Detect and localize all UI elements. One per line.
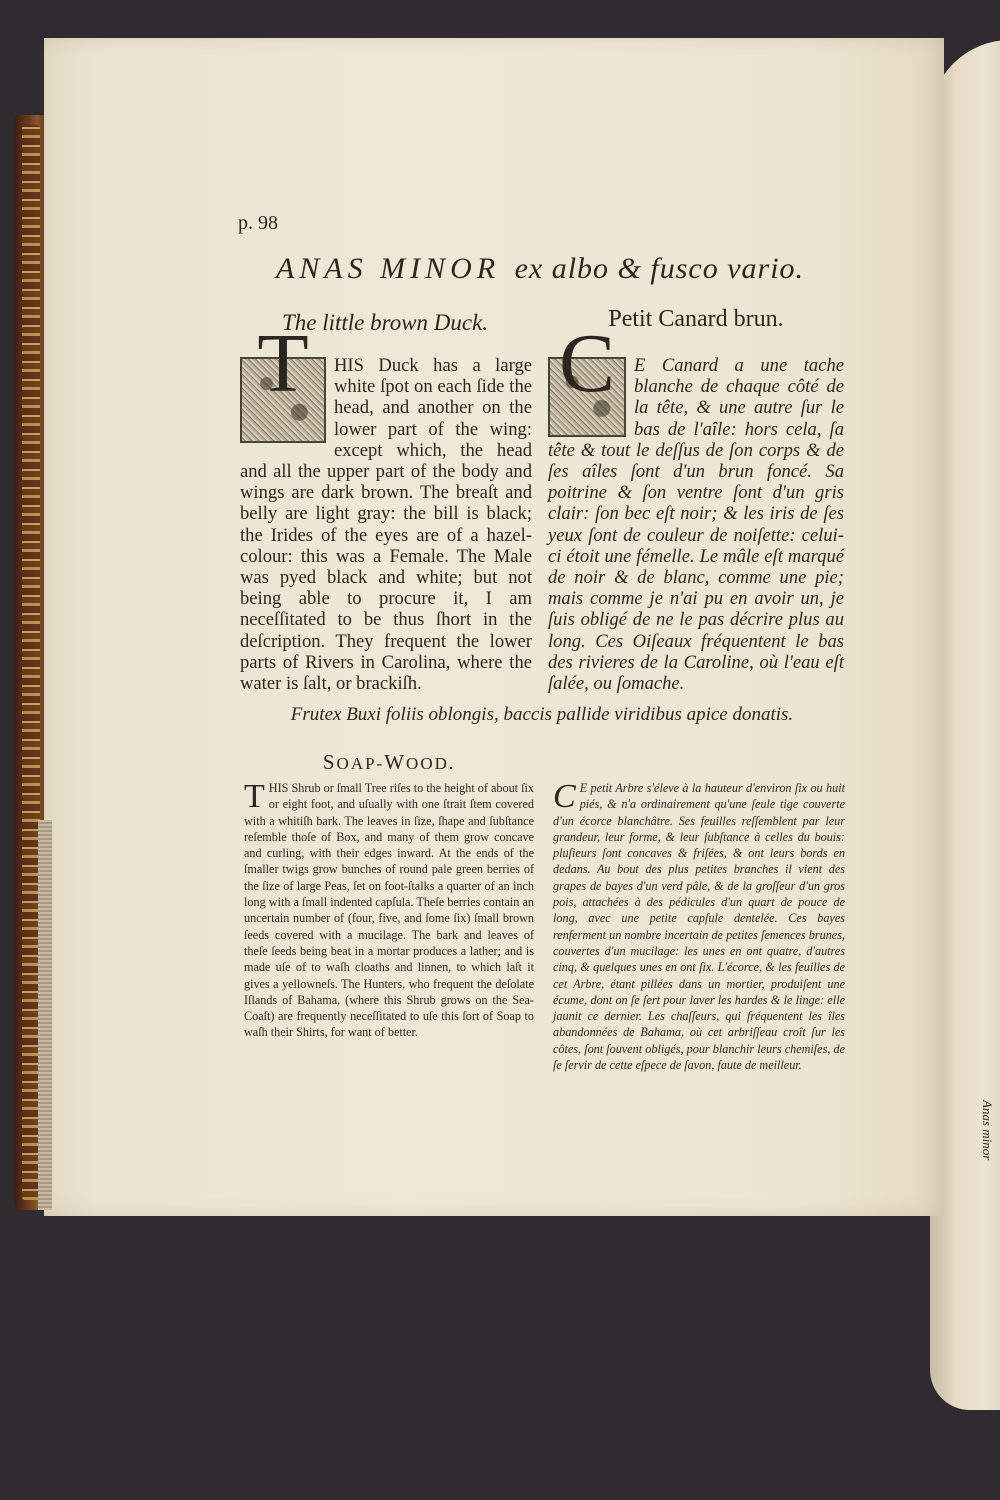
main-title bbox=[240, 252, 840, 286]
plant-latin-title: Frutex Buxi foliis oblongis, baccis pallide viridibus apice donatis. bbox=[290, 704, 794, 725]
facing-page-margin-note: Anas minor bbox=[980, 1100, 995, 1161]
soap-title-part: OAP- bbox=[336, 754, 385, 773]
soap-title-initial-2: W bbox=[384, 750, 407, 774]
soap-wood-french bbox=[553, 780, 845, 1073]
ornamental-dropcap-t bbox=[240, 317, 326, 443]
soap-fr-initial: C bbox=[553, 778, 576, 815]
soap-title-part-2: OOD. bbox=[406, 754, 456, 773]
english-title: The little brown Duck. bbox=[281, 310, 489, 335]
soap-english-paragraph: HIS Shrub or ſmall Tree riſes to the height of about ſix or eight foot, and uſually with one ſtrait ſtem covered with a whitiſh bark. The leaves in ſize, ſhape and ſubſtance reſemble thoſe of Box, and many of them grow concave and curling, with their edges inward. At the ends of the ſmaller twigs grow bunches of round pale green berries of the ſize of large Peas, ſet on foot-ſtalks a quarter of an inch long with a ſmall indented capſula. Theſe berries contain an uncertain number of (four, five, and ſome ſix) ſmall brown ſeeds covered with a mucilage. The bark and leaves of theſe ſeeds being beat in a mortar produces a lather; and is made uſe of to waſh cloaths and linnen, to which laſt it gives a yellowneſs. The Hunters, who frequent the deſolate Iſlands of Bahama, (where this Shrub grows on the Sea-Coaſt) are frequently neceſſitated to uſe this ſort of Soap to waſh their Shirts, for want of better. bbox=[244, 781, 534, 1040]
french-title: Petit Canard brun. bbox=[608, 306, 784, 332]
french-paragraph: E Canard a une tache blanche de chaque côté de la tête, & une autre ſur le bas de l'aîle: hors cela, ſa tête & tout le deſſus de ſon corps & de ſes aîles ſont d'un brun foncé. Sa poitrine & ſon ventre ſont d'un gris clair: ſon bec eſt noir; & les iris de ſes yeux ſont de couleur de noiſette: celui-ci étoit une fémelle. Le mâle eſt marqué de noir & de blanc, comme une pie; mais comme je n'ai pu en avoir un, je ſuis obligé de ne le pas décrire plus au long. Ces Oiſeaux fréquentent le bas des rivieres de la Caroline, où l'eau eſt ſalée, ou ſomache. bbox=[548, 355, 844, 695]
page-block-edge bbox=[38, 820, 52, 1210]
dropcap-letter: T bbox=[257, 317, 309, 410]
main-title-caps: ANAS MINOR bbox=[275, 252, 501, 285]
soap-en-initial: T bbox=[244, 778, 265, 815]
soap-wood-english bbox=[244, 780, 534, 1041]
soap-title-initial: S bbox=[322, 750, 337, 774]
soap-wood-title bbox=[244, 750, 534, 775]
page-number: p. 98 bbox=[238, 212, 278, 234]
main-title-rest: ex albo & fusco vario. bbox=[514, 252, 805, 285]
english-paragraph: HIS Duck has a large white ſpot on each ſide the head, and another on the lower part of the wing: except which, the head and all the upper part of the body and wings are dark brown. The breaſt and belly are light gray: the bill is black; the Irides of the eyes are of a hazel-colour: this was a Female. The Male was pyed black and white; but not being able to procure it, I am neceſſitated to be thus ſhort in the deſcription. They frequent the lower parts of Rivers in Carolina, where the water is ſalt, or brackiſh. bbox=[240, 355, 532, 695]
ornamental-dropcap-c bbox=[548, 317, 626, 437]
soap-french-paragraph: E petit Arbre s'éleve à la hauteur d'environ ſix ou huit piés, & n'a ordinairement qu'une ſeule tige couverte d'un écorce blanchâtre. Ses feuilles reſſemblent par leur grandeur, leur forme, & leur ſubſtance à celles du bouis: pluſieurs ſont concaves & friſées, & ont leurs bords en dedans. Au bout des plus petites branches il vient des grapes de bayes d'un verd pâle, & de la groſſeur d'un gros pois, attachées à des pédicules d'un quart de pouce de long, avec une petite capſule dentelée. Ces bayes renferment un nombre incertain de petites ſemences brunes, couvertes d'un mucilage: les unes en ont quatre, d'autres cinq, & quelques unes en ont ſix. L'écorce, & les feuilles de cet Arbre, étant pillées dans un mortier, produiſent une écume, dont on ſe ſert pour laver les hardes & le linge: elle jaunit ce dernier. Les chaſſeurs, qui fréquentent les îles abandonnées de Bahama, où cet arbriſſeau croît ſur les côtes, ſont ſouvent obligés, pour blanchir leurs chemiſes, de ſe ſervir de cette eſpece de ſavon, faute de meilleur. bbox=[553, 781, 845, 1073]
dropcap-letter: C bbox=[558, 317, 616, 410]
